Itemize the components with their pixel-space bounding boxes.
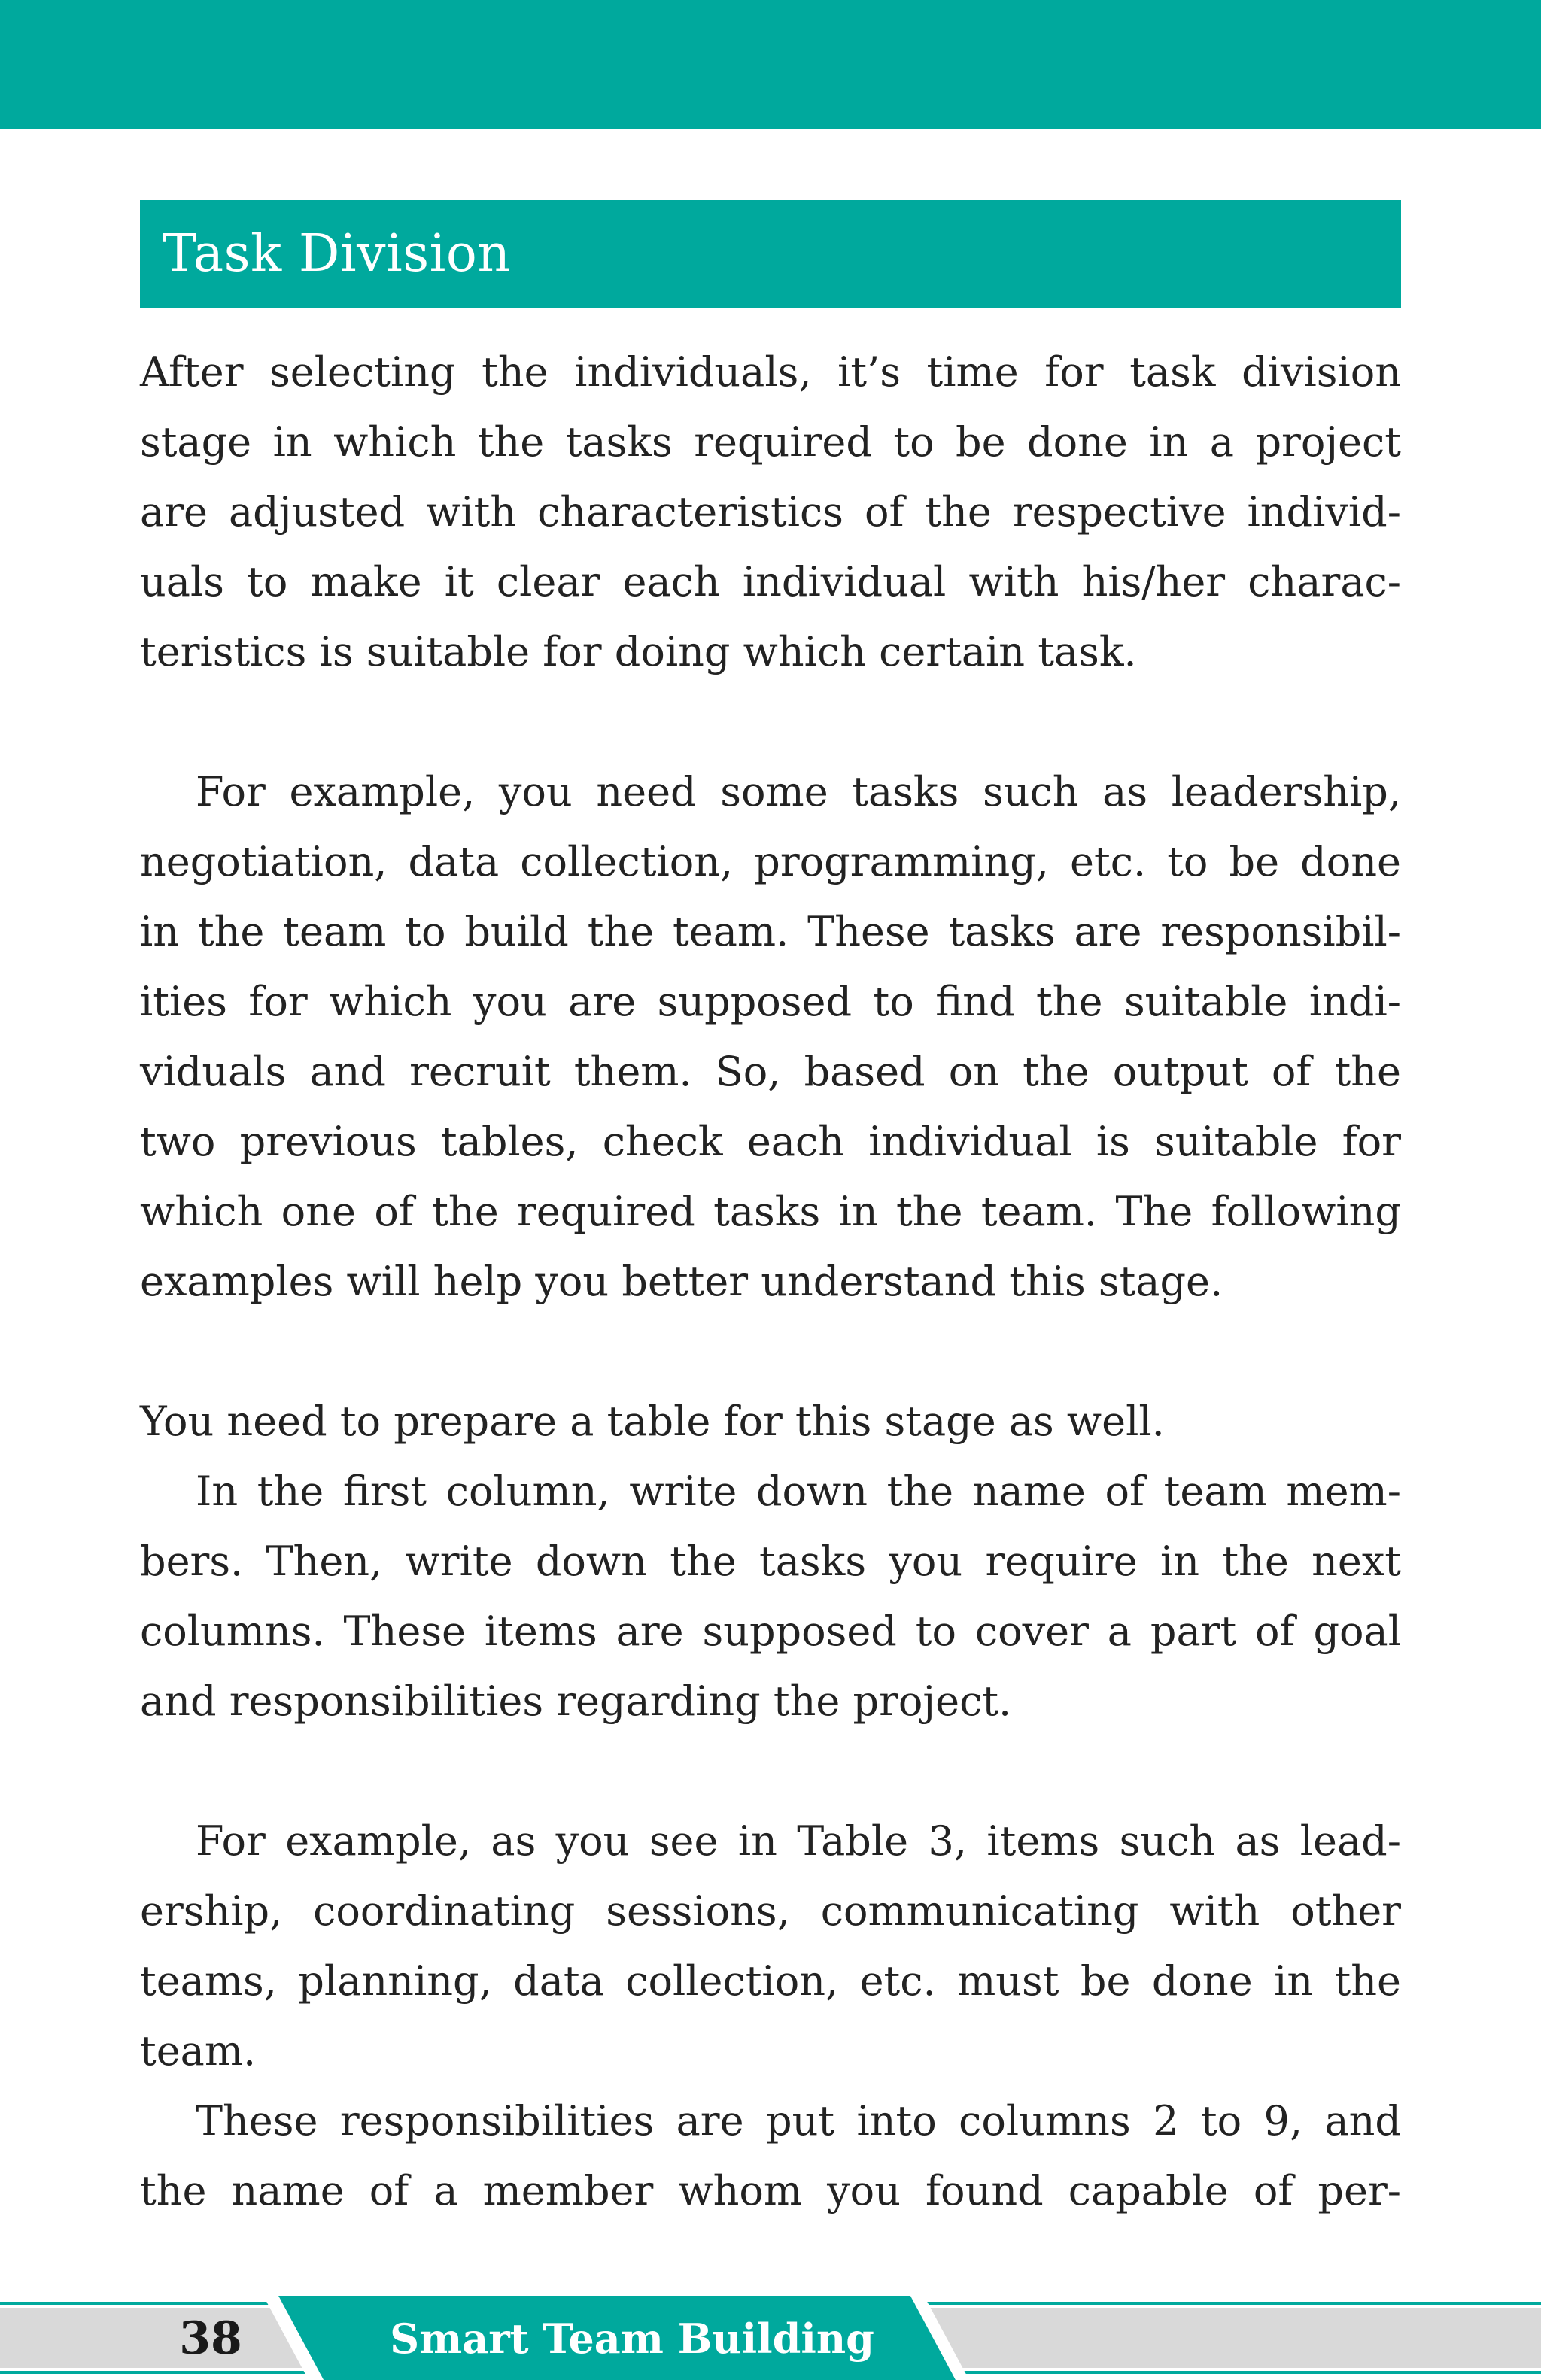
text-line: bers. Then, write down the tasks you require in the next bbox=[140, 1538, 1401, 1585]
book-title: Smart Team Building bbox=[390, 2315, 874, 2363]
text-line: After selecting the individuals, it’s time for task division bbox=[140, 348, 1401, 396]
text-line: In the first column, write down the name of team mem- bbox=[196, 1468, 1401, 1515]
text-line: You need to prepare a table for this stage as well. bbox=[140, 1398, 1165, 1445]
text-line: ities for which you are supposed to find the suitable indi- bbox=[140, 978, 1401, 1025]
text-line: team. bbox=[140, 2027, 257, 2075]
text-line: teams, planning, data collection, etc. must be done in the bbox=[140, 1957, 1401, 2005]
text-line: and responsibilities regarding the project. bbox=[140, 1677, 1012, 1725]
top-color-band bbox=[0, 0, 1541, 129]
text-line: stage in which the tasks required to be done in a project bbox=[140, 418, 1401, 466]
text-line: two previous tables, check each individual is suitable for bbox=[140, 1118, 1401, 1165]
body-text bbox=[140, 337, 1401, 2226]
text-line: ership, coordinating sessions, communicating with other bbox=[140, 1887, 1401, 1935]
text-line: viduals and recruit them. So, based on the output of the bbox=[140, 1048, 1401, 1095]
text-line: are adjusted with characteristics of the respective individ- bbox=[140, 488, 1401, 536]
text-line: negotiation, data collection, programming, etc. to be done bbox=[140, 838, 1401, 885]
page-number: 38 bbox=[179, 2312, 242, 2365]
text-line: These responsibilities are put into columns 2 to 9, and bbox=[196, 2097, 1401, 2145]
text-line: For example, as you see in Table 3, items such as lead- bbox=[196, 1817, 1401, 1865]
text-line: teristics is suitable for doing which certain task. bbox=[140, 628, 1137, 675]
text-line: the name of a member whom you found capable of per- bbox=[140, 2167, 1401, 2215]
text-line: examples will help you better understand this stage. bbox=[140, 1258, 1223, 1305]
text-line: columns. These items are supposed to cover a part of goal bbox=[140, 1607, 1401, 1655]
text-line: in the team to build the team. These tasks are responsibil- bbox=[140, 908, 1401, 955]
section-heading: Task Division bbox=[163, 224, 511, 284]
text-line: For example, you need some tasks such as leadership, bbox=[196, 768, 1401, 815]
text-line: which one of the required tasks in the team. The following bbox=[140, 1188, 1401, 1235]
text-line: uals to make it clear each individual with his/her charac- bbox=[140, 558, 1401, 606]
section-heading-bar bbox=[140, 200, 1401, 308]
